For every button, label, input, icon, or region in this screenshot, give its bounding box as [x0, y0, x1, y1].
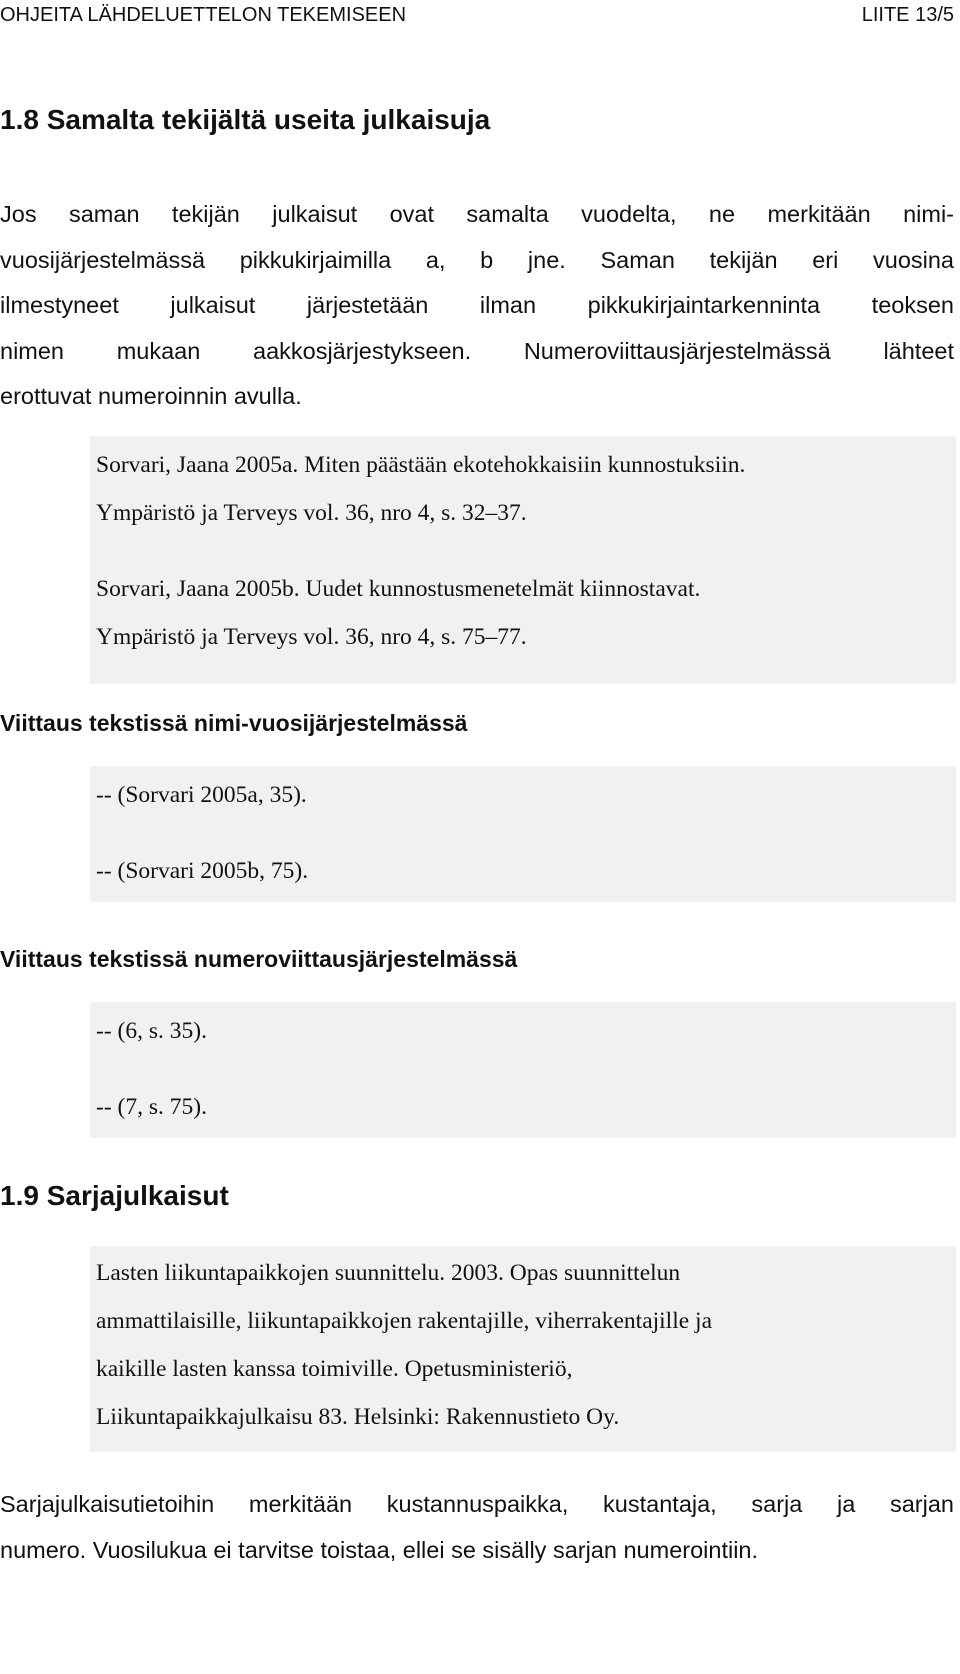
numeric-citation-box: [90, 1002, 956, 1138]
paragraph-line: Jos saman tekijän julkaisut ovat samalta vuodelta, ne merkitään nimi-: [0, 201, 954, 227]
paragraph-line: Sarjajulkaisutietoihin merkitään kustannuspaikka, kustantaja, sarja ja sarjan: [0, 1491, 954, 1517]
reference-line: kaikille lasten kanssa toimiville. Opetusministeriö,: [96, 1356, 573, 1382]
page-header: [0, 4, 954, 26]
reference-line: Ympäristö ja Terveys vol. 36, nro 4, s. 32–37.: [96, 500, 527, 526]
reference-line: Sorvari, Jaana 2005a. Miten päästään ekotehokkaisiin kunnostuksiin.: [96, 452, 746, 478]
reference-example-box: [90, 436, 956, 684]
paragraph-line: erottuvat numeroinnin avulla.: [0, 383, 302, 409]
reference-line: Sorvari, Jaana 2005b. Uudet kunnostusmenetelmät kiinnostavat.: [96, 576, 701, 602]
paragraph-line: nimen mukaan aakkosjärjestykseen. Numeroviittausjärjestelmässä lähteet: [0, 337, 954, 364]
citation-example: -- (Sorvari 2005b, 75).: [96, 858, 309, 884]
paragraph-line: vuosijärjestelmässä pikkukirjaimilla a, b jne. Saman tekijän eri vuosina: [0, 246, 954, 273]
header-title: OHJEITA LÄHDELUETTELON TEKEMISEEN: [0, 4, 407, 26]
reference-line: ammattilaisille, liikuntapaikkojen rakentajille, viherrakentajille ja: [96, 1308, 713, 1334]
paragraph-line: ilmestyneet julkaisut järjestetään ilman pikkukirjaintarkenninta teoksen: [0, 292, 954, 318]
header-page-label: LIITE 13/5: [861, 4, 954, 26]
reference-line: Liikuntapaikkajulkaisu 83. Helsinki: Rakennustieto Oy.: [96, 1404, 620, 1430]
citation-example: -- (7, s. 75).: [96, 1094, 207, 1120]
name-year-citation-heading: Viittaus tekstissä nimi-vuosijärjestelmässä: [0, 710, 468, 736]
citation-example: -- (6, s. 35).: [96, 1018, 207, 1044]
paragraph-line: numero. Vuosilukua ei tarvitse toistaa, ellei se sisälly sarjan numerointiin.: [0, 1536, 759, 1563]
citation-example: -- (Sorvari 2005a, 35).: [96, 782, 307, 808]
reference-line: Lasten liikuntapaikkojen suunnittelu. 2003. Opas suunnittelun: [96, 1260, 681, 1286]
series-reference-box: [90, 1246, 956, 1452]
section-heading-1-8: 1.8 Samalta tekijältä useita julkaisuja: [0, 104, 491, 135]
section-1-9-paragraph: [0, 1482, 954, 1573]
name-year-citation-box: [90, 766, 956, 902]
section-1-8-paragraph: [0, 192, 954, 420]
reference-line: Ympäristö ja Terveys vol. 36, nro 4, s. 75–77.: [96, 624, 527, 650]
section-heading-1-9: 1.9 Sarjajulkaisut: [0, 1180, 229, 1211]
numeric-citation-heading: Viittaus tekstissä numeroviittausjärjestelmässä: [0, 946, 518, 972]
